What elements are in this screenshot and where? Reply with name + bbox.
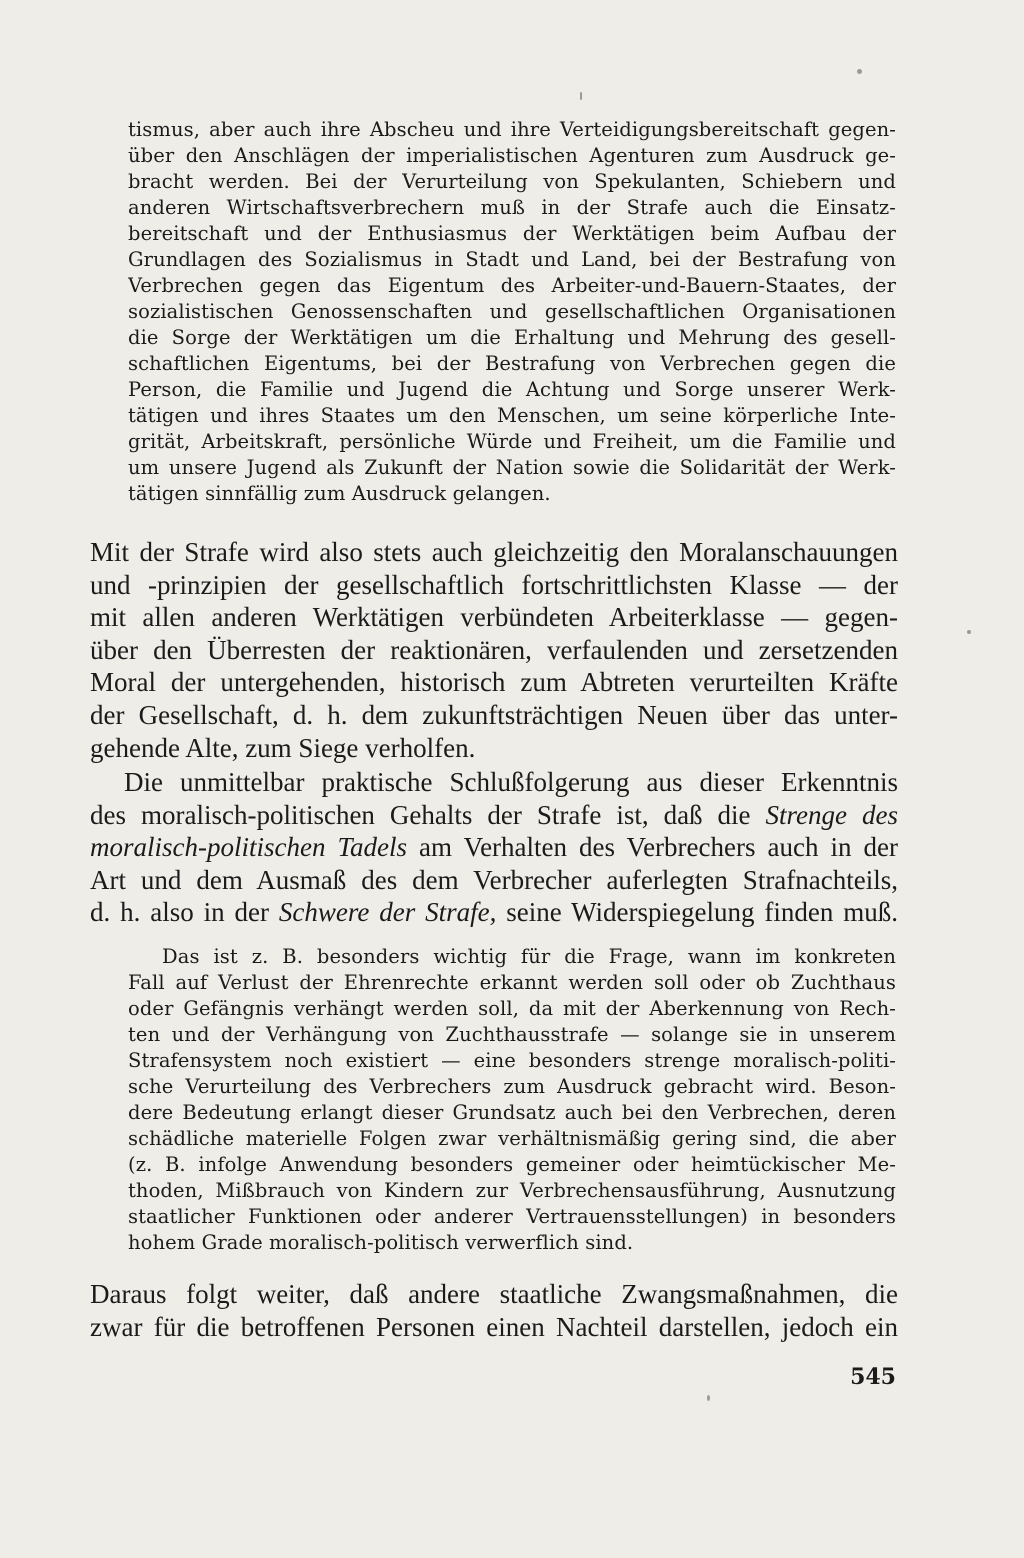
text-line: Art und dem Ausmaß des dem Verbrecher auferlegten Strafnachteils, xyxy=(90,864,898,895)
text-run: des moralisch-politischen Gehalts der Strafe ist, daß die xyxy=(90,799,766,830)
text-line: sche Verurteilung des Verbrechers zum Ausdruck gebracht wird. Beson- xyxy=(128,1075,896,1098)
text-line: die Sorge der Werktätigen um die Erhaltung und Mehrung des gesell- xyxy=(128,326,896,349)
text-line: (z. B. infolge Anwendung besonders gemeiner oder heimtückischer Me- xyxy=(128,1153,896,1176)
text-line: Die unmittelbar praktische Schlußfolgerung aus dieser Erkenntnis xyxy=(124,767,898,797)
text-run: d. h. also in der xyxy=(90,897,279,928)
paragraph-4 xyxy=(128,944,896,1256)
text-line: bracht werden. Bei der Verurteilung von Spekulanten, Schiebern und xyxy=(128,170,896,193)
paragraph-3 xyxy=(90,766,898,929)
text-line: oder Gefängnis verhängt werden soll, da mit der Aberkennung von Rech- xyxy=(128,997,896,1020)
text-line: sozialistischen Genossenschaften und gesellschaftlichen Organisationen xyxy=(128,300,896,323)
text-line xyxy=(90,799,898,832)
text-line: der Gesellschaft, d. h. dem zukunftsträchtigen Neuen über das unter- xyxy=(90,699,898,730)
text-line: tismus, aber auch ihre Abscheu und ihre Verteidigungsbereitschaft gegen- xyxy=(128,118,896,141)
text-line: Grundlagen des Sozialismus in Stadt und Land, bei der Bestrafung von xyxy=(128,248,896,271)
text-line: Daraus folgt weiter, daß andere staatliche Zwangsmaßnahmen, die xyxy=(90,1279,898,1309)
text-line xyxy=(90,896,898,929)
text-line: thoden, Mißbrauch von Kindern zur Verbrechensausführung, Ausnutzung xyxy=(128,1179,896,1202)
scan-speck xyxy=(580,92,582,100)
scan-speck xyxy=(707,1395,710,1401)
text-line: hohem Grade moralisch-politisch verwerflich sind. xyxy=(128,1231,634,1254)
text-line: zwar für die betroffenen Personen einen Nachteil darstellen, jedoch ein xyxy=(90,1311,898,1342)
text-run: am Verhalten des Verbrechers auch in der xyxy=(407,832,898,863)
text-line: Person, die Familie und Jugend die Achtung und Sorge unserer Werk- xyxy=(128,378,896,401)
text-line: grität, Arbeitskraft, persönliche Würde und Freiheit, um die Familie und xyxy=(128,430,896,453)
scan-speck xyxy=(857,69,862,74)
text-line: über den Überresten der reaktionären, verfaulenden und zersetzenden xyxy=(90,634,898,665)
text-line: schaftlichen Eigentums, bei der Bestrafung von Verbrechen gegen die xyxy=(128,352,896,375)
text-line: bereitschaft und der Enthusiasmus der Werktätigen beim Aufbau der xyxy=(128,222,896,245)
text-line: tätigen und ihres Staates um den Menschen, um seine körperliche Inte- xyxy=(128,404,896,427)
text-line: Moral der untergehenden, historisch zum Abtreten verurteilten Kräfte xyxy=(90,667,898,698)
text-line: tätigen sinnfällig zum Ausdruck gelangen. xyxy=(128,482,551,505)
text-line: schädliche materielle Folgen zwar verhältnismäßig gering sind, die aber xyxy=(128,1127,896,1150)
emphasis: Schwere der Strafe, xyxy=(278,897,497,928)
text-line: und -prinzipien der gesellschaftlich fortschrittlichsten Klasse — der xyxy=(90,569,898,600)
text-line: Strafensystem noch existiert — eine besonders strenge moralisch-politi- xyxy=(128,1049,896,1072)
scan-speck xyxy=(967,630,971,634)
emphasis: Strenge des xyxy=(765,799,898,830)
paragraph-2 xyxy=(90,536,898,764)
text-line: Fall auf Verlust der Ehrenrechte erkannt werden soll oder ob Zuchthaus xyxy=(128,971,896,994)
page-number: 545 xyxy=(850,1364,896,1390)
text-line xyxy=(90,831,898,864)
text-line: um unsere Jugend als Zukunft der Nation sowie die Solidarität der Werk- xyxy=(128,456,896,479)
text-line: über den Anschlägen der imperialistischen Agenturen zum Ausdruck ge- xyxy=(128,144,896,167)
text-line: dere Bedeutung erlangt dieser Grundsatz auch bei den Verbrechen, deren xyxy=(128,1101,896,1124)
text-line: ten und der Verhängung von Zuchthausstrafe — solange sie in unserem xyxy=(128,1023,896,1046)
text-line: Mit der Strafe wird also stets auch gleichzeitig den Moralanschauungen xyxy=(90,537,898,567)
paragraph-5 xyxy=(90,1278,898,1343)
text-line: anderen Wirtschaftsverbrechern muß in der Strafe auch die Einsatz- xyxy=(128,196,896,219)
text-run: seine Widerspiegelung finden muß. xyxy=(496,897,898,928)
text-line: gehende Alte, zum Siege verholfen. xyxy=(90,732,476,763)
paragraph-1 xyxy=(128,117,896,507)
text-line: staatlicher Funktionen oder anderer Vertrauensstellungen) in besonders xyxy=(128,1205,896,1228)
text-line: Verbrechen gegen das Eigentum des Arbeiter-und-Bauern-Staates, der xyxy=(128,274,896,297)
text-line: Das ist z. B. besonders wichtig für die Frage, wann im konkreten xyxy=(162,945,896,968)
emphasis: moralisch-politischen Tadels xyxy=(90,832,408,863)
text-line: mit allen anderen Werktätigen verbündeten Arbeiterklasse — gegen- xyxy=(90,602,898,633)
